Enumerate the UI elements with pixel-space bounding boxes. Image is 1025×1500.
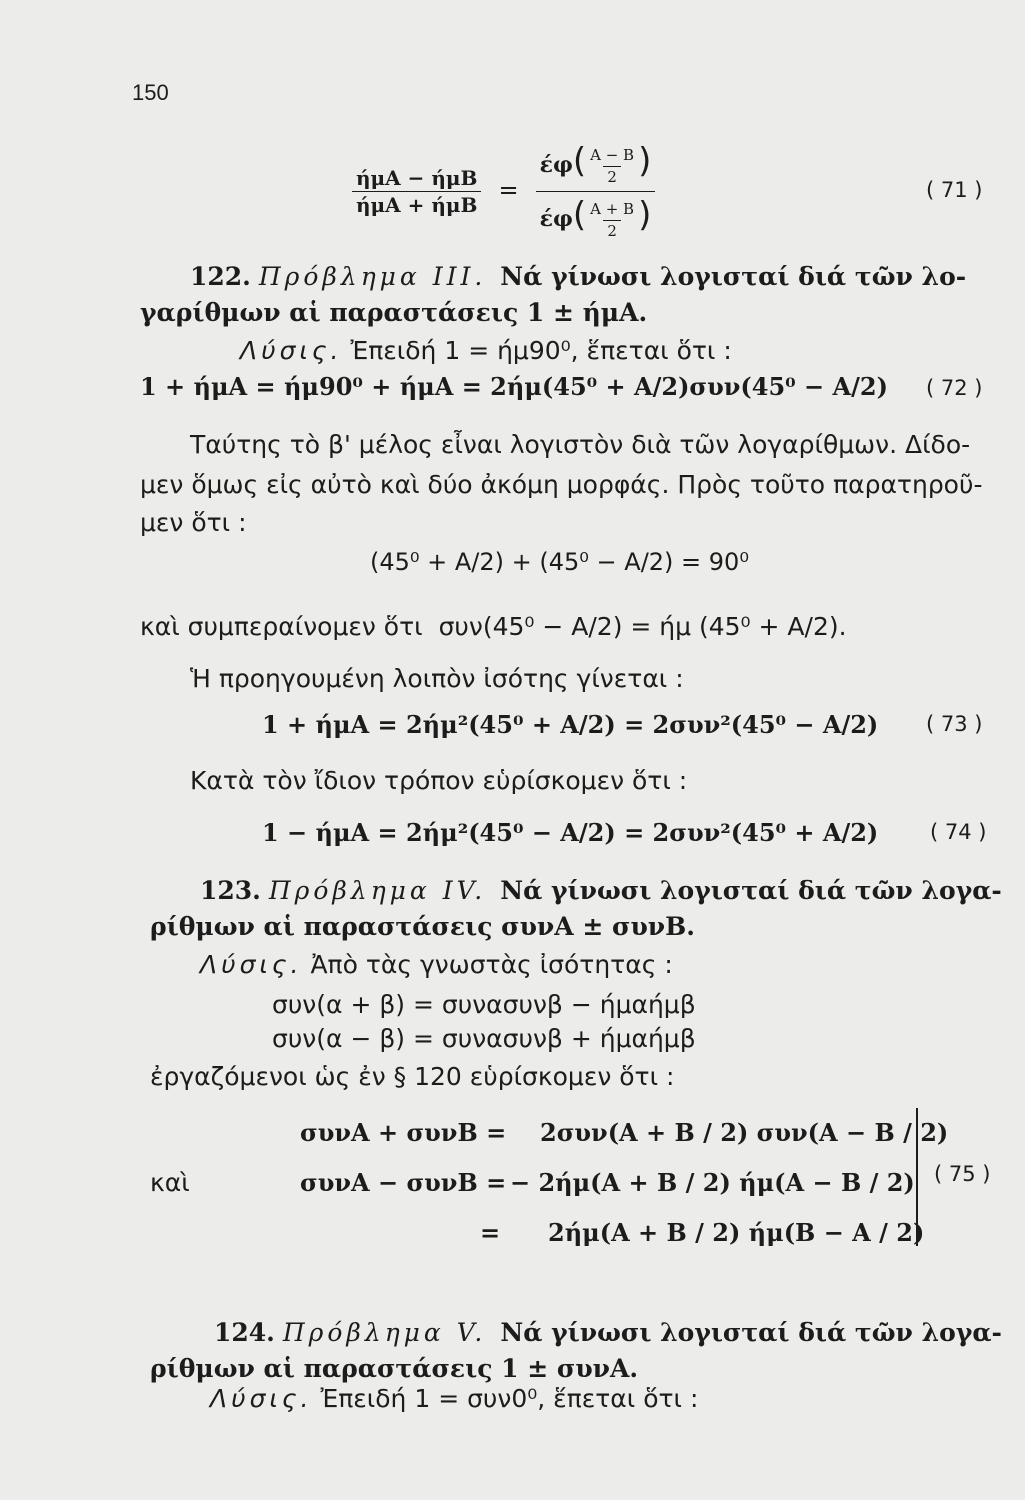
paragraph-1-line-3: μεν ὅτι : <box>140 508 247 537</box>
eq75-line1-rhs: 2συν(A + B / 2) συν(A − B / 2) <box>540 1118 949 1147</box>
eq71-lhs-numerator: ήμΑ − ήμΒ <box>356 166 478 190</box>
solution-label: Λύσις. <box>200 950 303 979</box>
eq73-number: ( 73 ) <box>926 712 983 736</box>
eq75-line3-lhs: = <box>480 1218 501 1247</box>
problem-124-title-1: Νά γίνωσι λογισταί διά τῶν λογα- <box>500 1318 1002 1347</box>
eq71-rhs-fraction <box>536 141 656 240</box>
eq75-line2-rhs: − 2ήμ(A + B / 2) ήμ(A − B / 2) <box>510 1168 915 1197</box>
eq75-line1-lhs: συνΑ + συνΒ = <box>300 1118 507 1147</box>
eq71-equals: = <box>498 175 519 204</box>
solution-label: Λύσις. <box>210 1384 313 1413</box>
paragraph-1-line-1: Ταύτης τὸ β' μέλος εἶναι λογιστὸν διὰ τῶν λογαρίθμων. Δίδο- <box>190 430 971 459</box>
problem-122-heading-line1 <box>190 262 966 291</box>
page-number: 150 <box>132 80 169 105</box>
problem-123-label: Πρόβλημα IV. <box>268 876 487 905</box>
eq71-lhs-fraction <box>352 168 481 215</box>
problem-122-title-2: γαρίθμων αἱ παραστάσεις 1 ± ήμΑ. <box>140 298 648 327</box>
conclusion-line <box>140 612 847 641</box>
problem-122-label: Πρόβλημα III. <box>258 262 487 291</box>
solution-text: Ἀπὸ τὰς γνωστὰς ἰσότητας : <box>310 950 673 979</box>
problem-124-solution <box>210 1384 698 1413</box>
eq71-number: ( 71 ) <box>926 178 983 202</box>
equation-71 <box>352 141 655 240</box>
previous-equality-text: Ἡ προηγουμένη λοιπὸν ἰσότης γίνεται : <box>190 664 684 693</box>
problem-122-number: 122. <box>190 262 251 291</box>
eq71-den-arg-bottom: 2 <box>603 220 621 239</box>
eq71-rhs-num: έφ( $\frac{A - B}{2}$ ) <box>539 141 652 186</box>
equation-73: 1 + ήμΑ = 2ήμ²(45⁰ + A/2) = 2συν²(45⁰ − A/2) <box>262 710 879 739</box>
eq71-num-arg-top: A − B <box>590 146 635 164</box>
working-text: ἐργαζόμενοι ὡς ἐν § 120 εὑρίσκομεν ὅτι : <box>150 1062 675 1091</box>
eq71-num-arg-bottom: 2 <box>603 166 621 185</box>
conclusion-math: συν(45⁰ − A/2) = ήμ (45⁰ + A/2). <box>438 612 847 641</box>
equation-74: 1 − ήμΑ = 2ήμ²(45⁰ − A/2) = 2συν²(45⁰ + A/2) <box>262 818 879 847</box>
eq71-lhs-denominator: ήμΑ + ήμΒ <box>352 191 481 215</box>
identity-cos-sum: συν(α + β) = συνασυνβ − ήμαήμβ <box>272 990 696 1019</box>
problem-123-number: 123. <box>200 876 261 905</box>
kai-word: καὶ <box>150 1168 190 1197</box>
eq71-rhs-den-arg <box>586 202 638 239</box>
problem-123-title-1: Νά γίνωσι λογισταί διά τῶν λογα- <box>500 876 1002 905</box>
problem-124-title-2: ρίθμων αἱ παραστάσεις 1 ± συνΑ. <box>150 1354 639 1383</box>
equation-angle-sum: (45⁰ + A/2) + (45⁰ − A/2) = 90⁰ <box>370 548 749 576</box>
same-way-text: Κατὰ τὸν ἴδιον τρόπον εὑρίσκομεν ὅτι : <box>190 766 688 795</box>
paragraph-1-line-2: μεν ὅμως εἰς αὐτὸ καὶ δύο ἀκόμη μορφάς. Πρὸς τοῦτο παρατηροῦ- <box>140 470 983 499</box>
problem-124-heading-line1 <box>214 1318 1002 1347</box>
eq75-brace <box>910 1108 918 1246</box>
eq75-line3-rhs: 2ήμ(A + B / 2) ήμ(B − A / 2) <box>548 1218 925 1247</box>
solution-text: Ἐπειδή 1 = συν0⁰, ἕπεται ὅτι : <box>320 1384 699 1413</box>
eq71-rhs-den-fn: έφ <box>539 206 573 232</box>
eq72-number: ( 72 ) <box>926 376 983 400</box>
problem-124-label: Πρόβλημα V. <box>282 1318 487 1347</box>
eq74-number: ( 74 ) <box>930 820 987 844</box>
solution-label: Λύσις. <box>240 336 343 365</box>
problem-123-solution <box>200 950 673 979</box>
problem-123-heading-line1 <box>200 876 1002 905</box>
eq75-number: ( 75 ) <box>934 1162 991 1186</box>
eq75-line2-lhs: συνΑ − συνΒ = <box>300 1168 507 1197</box>
eq71-rhs-num-arg <box>586 148 638 185</box>
equation-72: 1 + ήμΑ = ήμ90⁰ + ήμΑ = 2ήμ(45⁰ + A/2)συν(45⁰ − A/2) <box>140 372 888 401</box>
problem-124-number: 124. <box>214 1318 275 1347</box>
solution-text: Ἐπειδή 1 = ήμ90⁰, ἕπεται ὅτι : <box>350 336 732 365</box>
problem-122-title-1: Νά γίνωσι λογισταί διά τῶν λο- <box>500 262 967 291</box>
eq71-den-arg-top: A + B <box>590 200 635 218</box>
conclusion-prefix: καὶ συμπεραίνομεν ὅτι <box>140 612 423 641</box>
identity-cos-diff: συν(α − β) = συνασυνβ + ήμαήμβ <box>272 1024 696 1053</box>
eq71-rhs-num-fn: έφ <box>539 152 573 178</box>
eq71-rhs-den: έφ( $\frac{A + B}{2}$ ) <box>536 191 656 239</box>
problem-123-title-2: ρίθμων αἱ παραστάσεις συνΑ ± συνΒ. <box>150 912 695 941</box>
problem-122-solution <box>240 336 732 365</box>
